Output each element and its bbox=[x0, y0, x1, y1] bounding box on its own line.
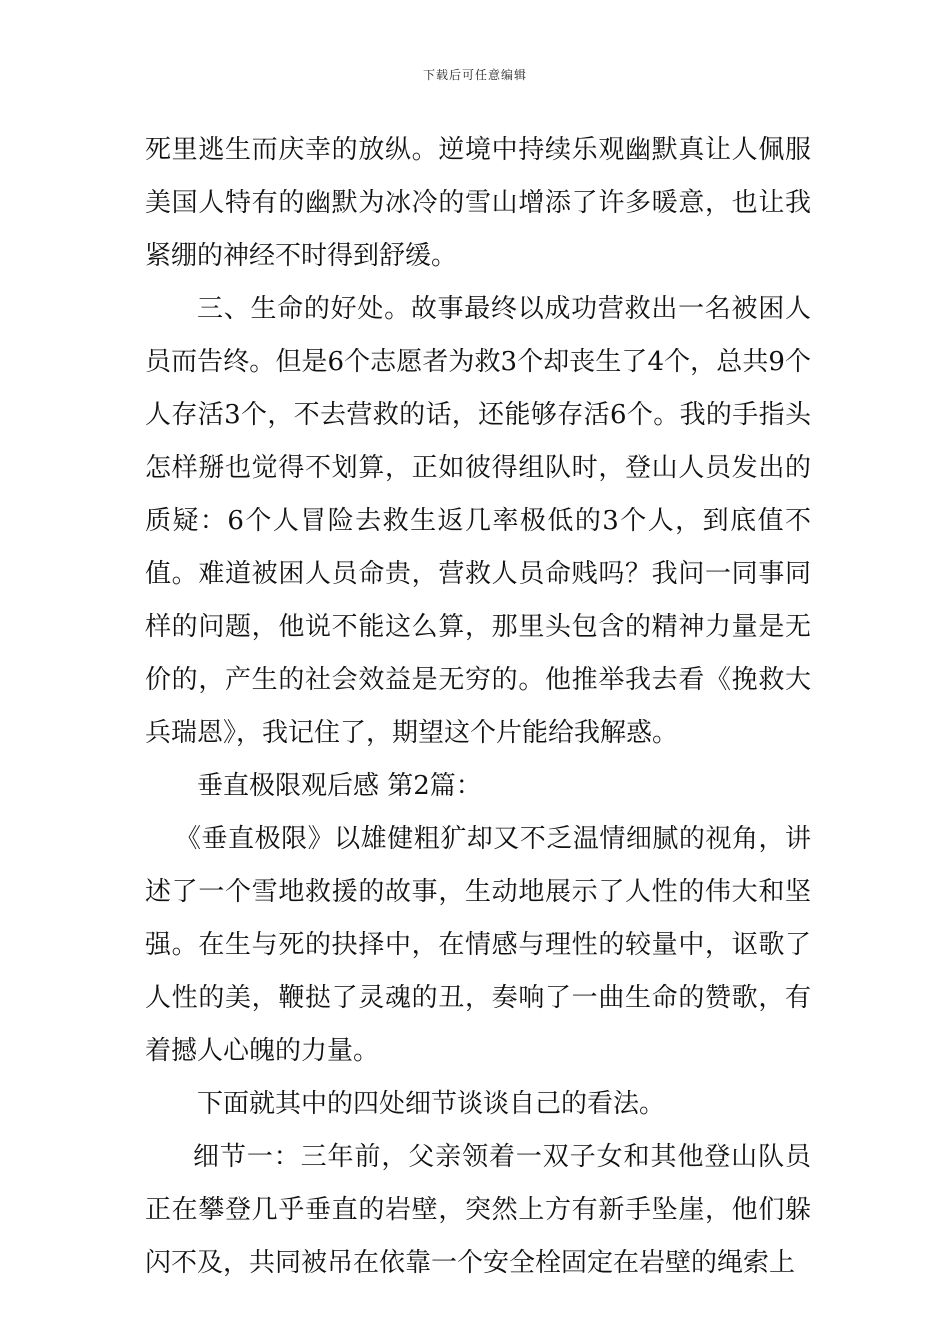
paragraph-3: 《垂直极限》以雄健粗犷却又不乏温情细腻的视角，讲述了一个雪地救援的故事，生动地展示了人性的伟大和坚强。在生与死的抉择中，在情感与理性的较量中，讴歌了人性的美，鞭挞了灵魂的丑，奏响了一曲生命的赞歌，有着撼人心魄的力量。 bbox=[145, 824, 811, 1066]
section-heading: 垂直极限观后感 第2篇： bbox=[197, 771, 482, 801]
paragraph-1: 死里逃生而庆幸的放纵。逆境中持续乐观幽默真让人佩服美国人特有的幽默为冰冷的雪山增添了许多暖意，也让我紧绷的神经不时得到舒缓。 bbox=[145, 135, 811, 271]
paragraph-2: 三、生命的好处。故事最终以成功营救出一名被困人员而告终。但是6个志愿者为救3个却丧生了4个，总共9个人存活3个，不去营救的话，还能够存活6个。我的手指头怎样掰也觉得不划算，正如彼得组队时，登山人员发出的质疑：6个人冒险去救生返几率极低的3个人，到底值不值。难道被困人员命贵，营救人员命贱吗？我问一同事同样的问题，他说不能这么算，那里头包含的精神力量是无价的，产生的社会效益是无穷的。他推举我去看《挽救大兵瑞恩》，我记住了，期望这个片能给我解惑。 bbox=[145, 294, 811, 748]
document-body bbox=[145, 124, 811, 1290]
paragraph-5: 细节一：三年前，父亲领着一双子女和其他登山队员正在攀登几乎垂直的岩壁，突然上方有新手坠崖，他们躲闪不及，共同被吊在依靠一个安全栓固定在岩壁的绳索上 bbox=[145, 1142, 811, 1278]
paragraph-4: 下面就其中的四处细节谈谈自己的看法。 bbox=[197, 1089, 666, 1119]
header-note: 下载后可任意编辑 bbox=[422, 68, 527, 82]
